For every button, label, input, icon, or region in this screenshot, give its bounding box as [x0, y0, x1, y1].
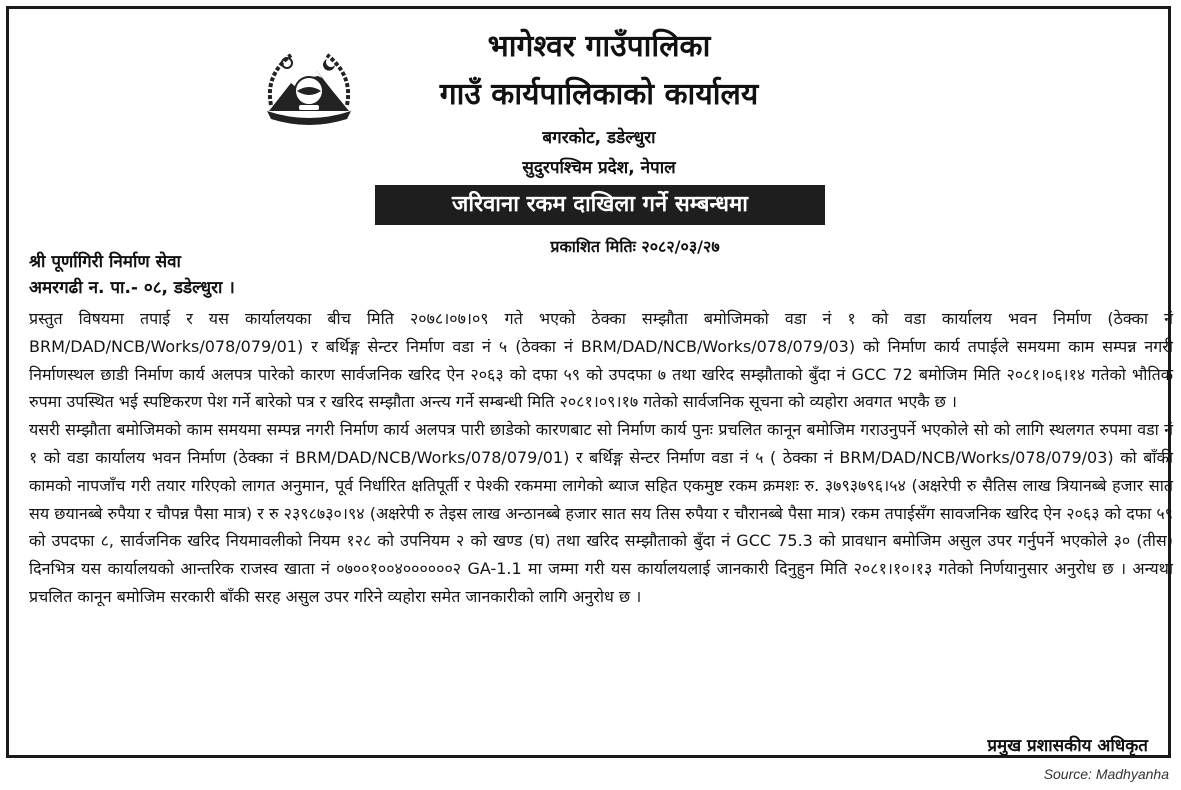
office-title: गाउँ कार्यपालिकाको कार्यालय	[439, 77, 759, 112]
recipient-name: श्री पूर्णागिरी निर्माण सेवा	[29, 252, 181, 272]
address-line-2: सुदुरपश्चिम प्रदेश, नेपाल	[522, 158, 676, 178]
address-line-1: बगरकोट, डडेल्धुरा	[542, 128, 656, 148]
body-paragraph-2: यसरी सम्झौता बमोजिमको काम समयमा सम्पन्न नगरी निर्माण कार्य अलपत्र पारी छाडेको कारणबाट सो निर्माण कार्य पुनः प्रचलित कानून बमोजिम गराउनुपर्ने भएकोले सो को लागि स्थलगत रुपमा वडा नं १ को वडा कार्यालय भवन निर्माण (ठेक्का नं BRM/DAD/NCB/Works/078/079/01) र बर्थिङ्ग सेन्टर निर्माण वडा नं ५ ( ठेक्का नं BRM/DAD/NCB/Works/078/079/03) को बाँकी कामको नापजाँच गरी तयार गरिएको लागत अनुमान, पूर्व निर्धारित क्षतिपूर्ती र पेश्की रकममा लागेको ब्याज सहित एकमुष्ट रकम क्रमशः रु. ३७९३७९६।५४ (अक्षरेपी रु सैतिस लाख त्रियानब्बे हजार सात सय छयानब्बे रुपैया र चौपन्न पैसा मात्र) र रु २३९८७३०।९४ (अक्षरेपी रु तेइस लाख अन्ठानब्बे हजार सात सय तिस रुपैया र चौरानब्बे पैसा मात्र) रकम तपाईसँग सावजनिक खरिद ऐन २०६३ को दफा ५९ को उपदफा ८, सार्वजनिक खरिद नियमावलीको नियम १२८ को उपनियम २ को खण्ड (घ) तथा खरिद सम्झौताको बुँदा नं GCC 75.3 को प्रावधान बमोजिम असुल उपर गर्नुपर्ने भएकोले ३० (तीस) दिनभित्र यस कार्यालयको आन्तरिक राजस्व खाता नं ०७००१००४००००००२ GA-1.1 मा जम्मा गरी यस कार्यालयलाई जानकारी दिनुहुन मिति २०८१।१०।१३ गतेको निर्णयानुसार अनुरोध छ । अन्यथा प्रचलित कानून बमोजिम सरकारी बाँकी सरह असुल उपर गरिने व्यहोरा समेत जानकारीको लागि अनुरोध छ ।	[29, 420, 1174, 606]
nepal-government-emblem-icon	[261, 45, 357, 125]
body-paragraph-1: प्रस्तुत विषयमा तपाई र यस कार्यालयका बीच मिति २०७८।०७।०९ गते भएको ठेक्का सम्झौता बमोजिमको वडा नं १ को वडा कार्यालय भवन निर्माण (ठेक्का नं BRM/DAD/NCB/Works/078/079/01) र बर्थिङ्ग सेन्टर निर्माण वडा नं ५ (ठेक्का नं BRM/DAD/NCB/Works/078/079/03) को निर्माण कार्य तपाईले समयमा काम सम्पन्न नगरी निर्माणस्थल छाडी निर्माण कार्य अलपत्र पारेको कारण सार्वजनिक खरिद ऐन २०६३ को दफा ५९ को उपदफा ७ तथा खरिद सम्झौताको बुँदा नं GCC 72 बमोजिम मिति २०८१।०६।१४ गतेको भौतिक रुपमा उपस्थित भई स्पष्टिकरण पेश गर्ने बारेको पत्र र खरिद सम्झौता अन्त्य गर्ने सम्बन्धी मिति २०८१।०९।१७ गतेको सार्वजनिक सूचना को व्यहोरा अवगत भएकै छ ।	[29, 309, 1173, 412]
recipient-address: अमरगढी न. पा.- ०८, डडेल्धुरा ।	[29, 278, 235, 298]
notice-body	[29, 305, 1173, 611]
published-date: प्रकाशित मितिः २०८२/०३/२७	[550, 237, 720, 256]
source-credit: Source: Madhyanha	[1043, 766, 1169, 782]
signatory-title: प्रमुख प्रशासकीय अधिकृत	[987, 736, 1148, 756]
notice-frame	[6, 6, 1174, 758]
subject-banner: जरिवाना रकम दाखिला गर्ने सम्बन्धमा	[375, 185, 825, 225]
office-name: भागेश्वर गाउँपालिका	[487, 29, 711, 64]
